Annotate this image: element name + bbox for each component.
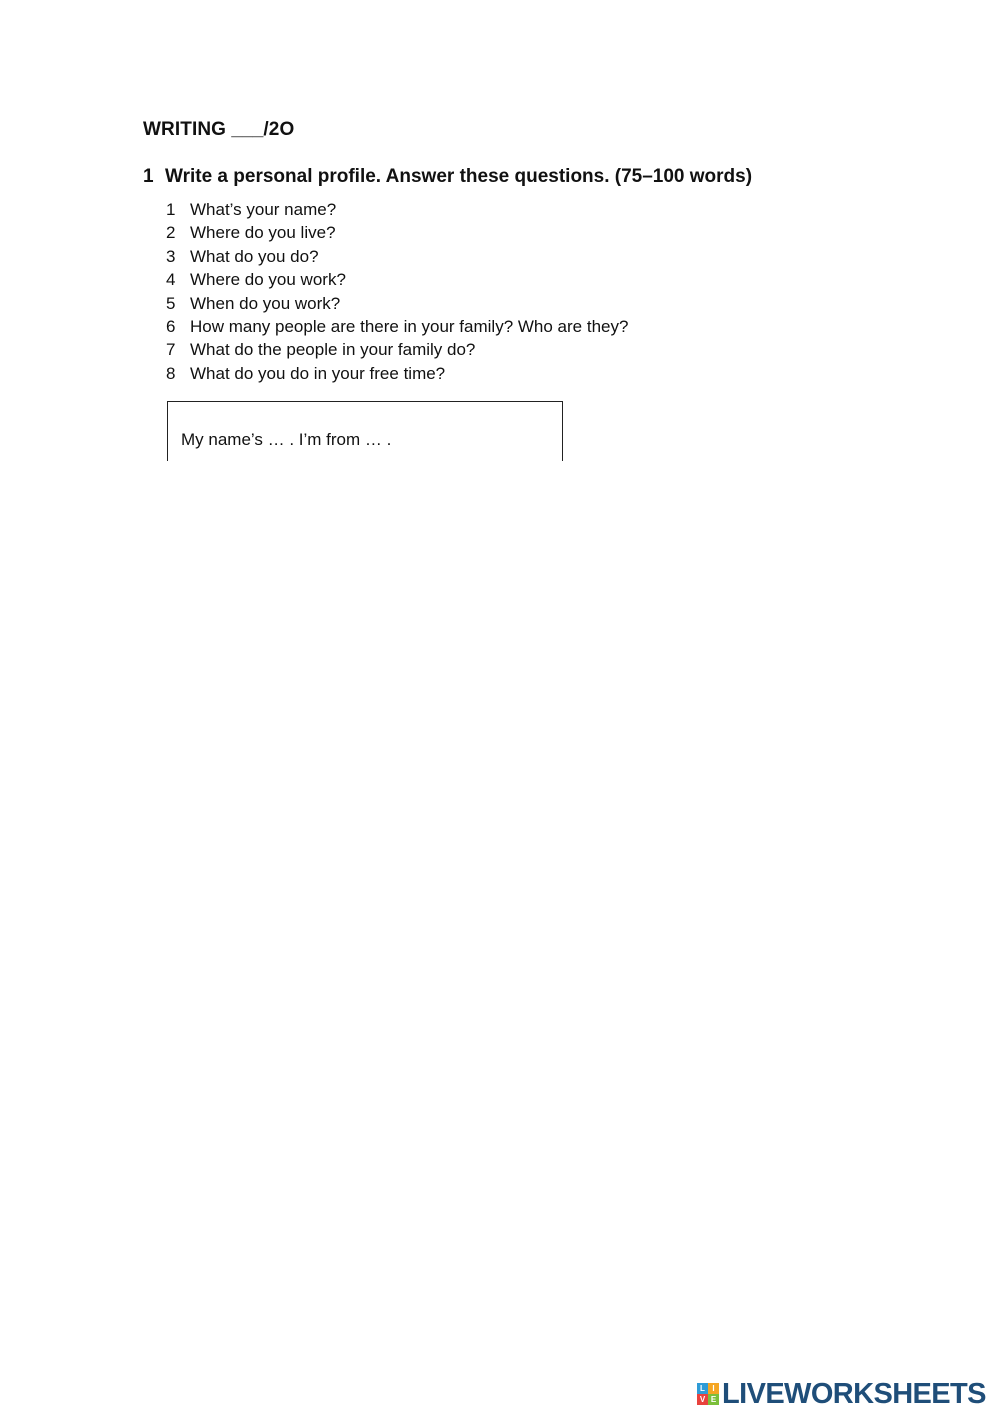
question-text: What do you do? bbox=[190, 246, 319, 266]
question-item bbox=[166, 315, 628, 338]
question-number: 7 bbox=[166, 340, 176, 360]
liveworksheets-logo-icon bbox=[697, 1383, 719, 1405]
question-item bbox=[166, 198, 628, 221]
question-text: When do you work? bbox=[190, 293, 341, 313]
logo-letter: V bbox=[697, 1394, 708, 1405]
question-item bbox=[166, 338, 628, 361]
question-item bbox=[166, 292, 628, 315]
question-number: 3 bbox=[166, 246, 176, 266]
question-item bbox=[166, 245, 628, 268]
liveworksheets-branding bbox=[697, 1379, 986, 1409]
brand-name: LIVEWORKSHEETS bbox=[722, 1377, 986, 1410]
question-text: What do the people in your family do? bbox=[190, 340, 476, 360]
question-text: Where do you live? bbox=[190, 223, 336, 243]
question-number: 4 bbox=[166, 270, 176, 290]
answer-starter-text: My name’s … . I’m from … . bbox=[181, 430, 392, 449]
answer-box[interactable] bbox=[167, 401, 563, 461]
question-list bbox=[166, 198, 628, 385]
question-text: What’s your name? bbox=[190, 200, 337, 219]
question-item bbox=[166, 221, 628, 244]
logo-letter: L bbox=[697, 1383, 708, 1394]
logo-letter: I bbox=[708, 1383, 719, 1394]
question-number: 1 bbox=[166, 200, 176, 219]
question-number: 8 bbox=[166, 363, 176, 383]
question-text: What do you do in your free time? bbox=[190, 363, 446, 383]
question-number: 2 bbox=[166, 223, 176, 243]
exercise-instruction bbox=[143, 166, 752, 188]
question-item bbox=[166, 268, 628, 291]
question-text: Where do you work? bbox=[190, 270, 346, 290]
question-item bbox=[166, 362, 628, 385]
section-title: WRITING ___/2O bbox=[143, 119, 295, 140]
question-text: How many people are there in your family? Who are they? bbox=[190, 316, 629, 336]
question-number: 5 bbox=[166, 293, 176, 313]
question-number: 6 bbox=[166, 316, 176, 336]
logo-letter: E bbox=[708, 1394, 719, 1405]
exercise-instruction-text: Write a personal profile. Answer these questions. (75–100 words) bbox=[165, 166, 753, 187]
exercise-number: 1 bbox=[143, 166, 154, 187]
